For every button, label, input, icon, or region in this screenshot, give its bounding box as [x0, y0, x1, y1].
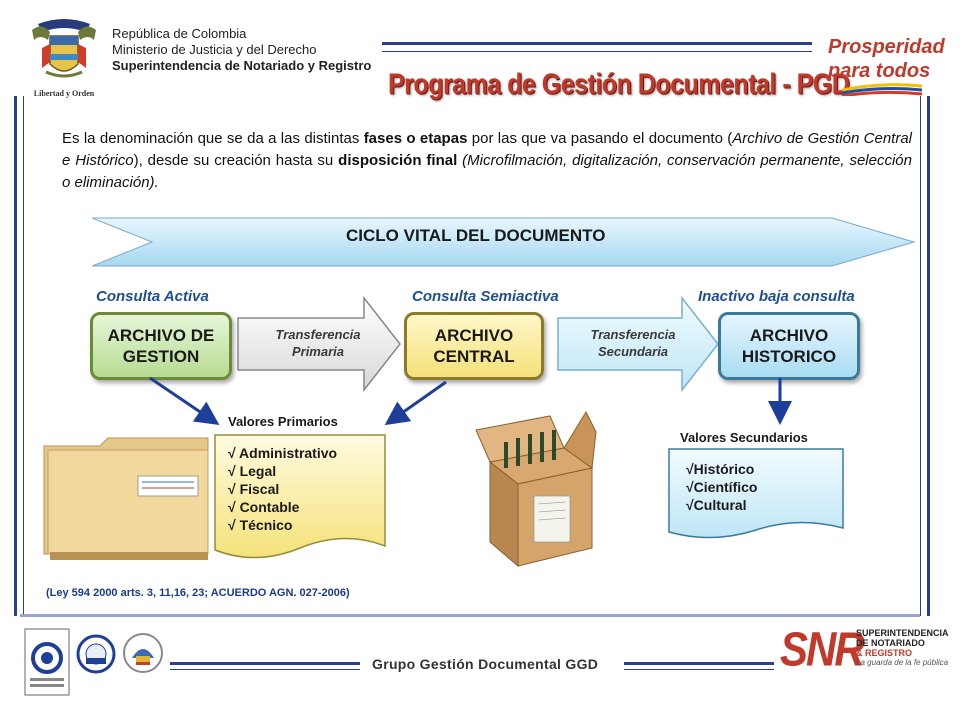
- list-item: √ Fiscal: [228, 481, 280, 497]
- intro-italic-archives: Archivo de Gestión Central e Histórico: [62, 130, 912, 169]
- intro-bold-phases: fases o etapas: [363, 130, 468, 147]
- page-title: Programa de Gestión Documental - PGD: [388, 68, 850, 101]
- list-item: √Histórico: [686, 461, 755, 477]
- secondary-values-title: Valores Secundarios: [680, 430, 808, 445]
- primary-values-list: [228, 444, 337, 534]
- phase-label-inactive: Inactivo baja consulta: [698, 288, 855, 305]
- list-item: √ Legal: [228, 463, 277, 479]
- intro-text-3: ), desde su creación hasta su: [133, 152, 339, 169]
- slogan-line-2: para todos: [828, 60, 931, 82]
- list-item: √Cultural: [686, 497, 747, 513]
- legal-reference: (Ley 594 2000 arts. 3, 11,16, 23; ACUERDO AGN. 027-2006): [46, 587, 350, 599]
- list-item: √ Administrativo: [228, 445, 338, 461]
- list-item: √ Técnico: [228, 517, 293, 533]
- intro-italic-disposal: (Microfilmación, digitalización, conservación permanente, selección o eliminación).: [62, 152, 912, 191]
- diagram-title: CICLO VITAL DEL DOCUMENTO: [346, 226, 606, 245]
- list-item: √Científico: [686, 479, 758, 495]
- transfer-label-primary: Transferencia Primaria: [275, 327, 361, 359]
- snr-wordmark: [856, 628, 949, 668]
- snr-line-2: DE NOTARIADO: [856, 638, 925, 648]
- footer-group-title: Grupo Gestión Documental GGD: [372, 656, 599, 672]
- secondary-values-list: [686, 460, 757, 514]
- archive-box-icon: [474, 402, 598, 572]
- snr-line-3: & REGISTRO: [856, 648, 913, 658]
- snr-line-1: SUPERINTENDENCIA: [856, 628, 949, 638]
- phase-label-active: Consulta Activa: [96, 288, 209, 305]
- intro-text-1: Es la denominación que se da a las distintas: [62, 130, 364, 147]
- emblem-caption: Libertad y Orden: [33, 89, 95, 98]
- slogan-line-1: Prosperidad: [828, 36, 945, 58]
- transfer-label-secondary: Transferencia Secundaria: [590, 327, 676, 359]
- icontec-certification-icon: [24, 628, 70, 696]
- ministry-label: Ministerio de Justicia y del Derecho: [112, 42, 317, 57]
- phase-label-semiactive: Consulta Semiactiva: [412, 288, 559, 305]
- snr-logo: SNR: [780, 622, 863, 677]
- primary-values-title: Valores Primarios: [228, 414, 338, 429]
- snr-tagline: La guarda de la fe pública: [856, 658, 949, 667]
- archive-box-historico: ARCHIVO HISTORICO: [718, 312, 860, 380]
- folder-icon: [40, 436, 216, 566]
- country-label: República de Colombia: [112, 26, 247, 41]
- archive-box-central: ARCHIVO CENTRAL: [404, 312, 544, 380]
- superintendence-label: Superintendencia de Notariado y Registro: [112, 58, 372, 73]
- iqnet-certification-icon: [76, 634, 116, 674]
- archive-box-gestion: ARCHIVO DE GESTION: [90, 312, 232, 380]
- intro-bold-final: disposición final: [338, 152, 458, 169]
- government-seal-icon: [122, 632, 164, 674]
- list-item: √ Contable: [228, 499, 300, 515]
- intro-text-2: por las que va pasando el documento (: [467, 130, 733, 147]
